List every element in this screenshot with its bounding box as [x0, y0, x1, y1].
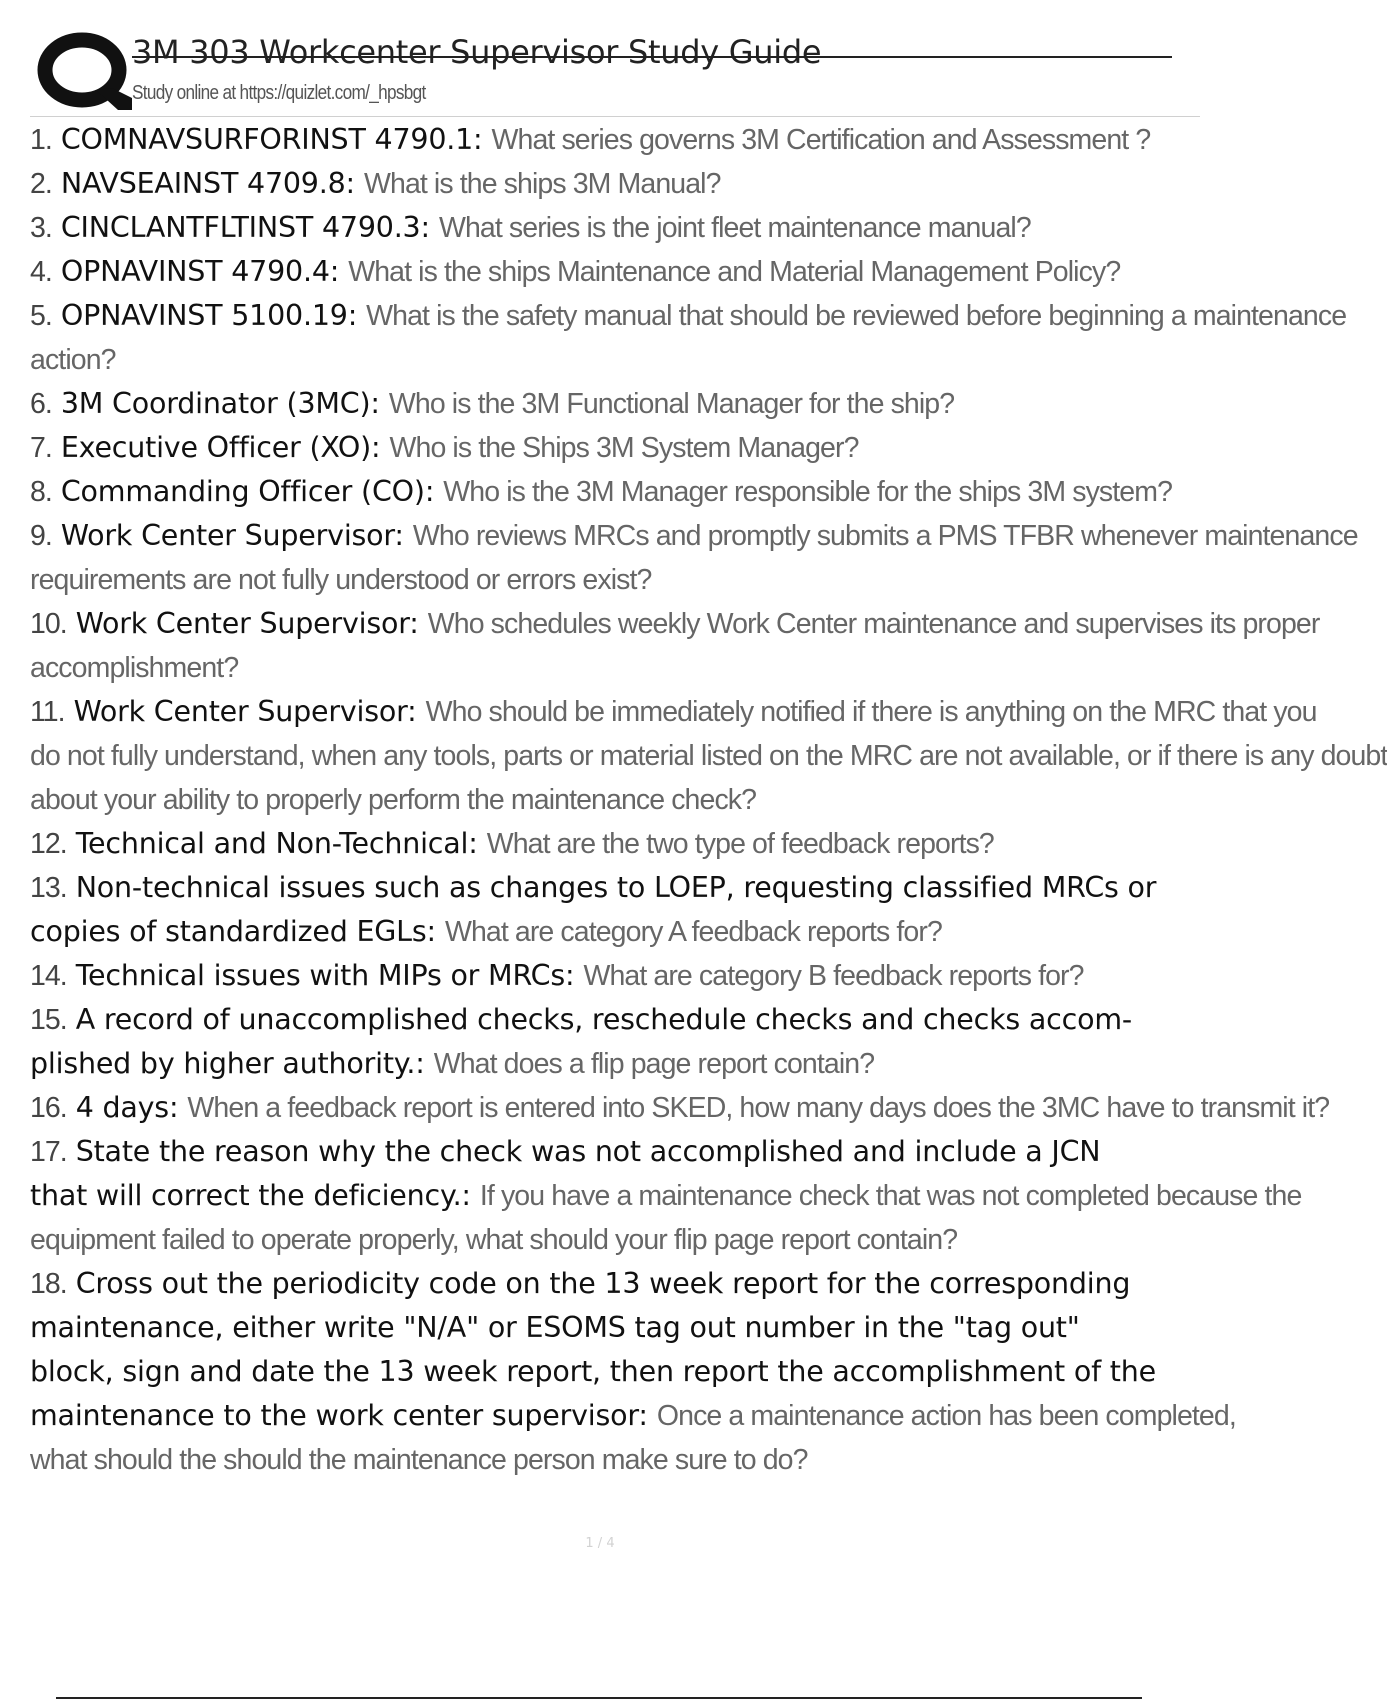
card-definition: about your ability to properly perform the maintenance check? — [30, 784, 757, 816]
card-number: 6. — [30, 388, 52, 420]
card-number: 1. — [30, 124, 52, 156]
flashcard-line — [30, 1438, 1200, 1482]
card-definition: What is the ships Maintenance and Material Management Policy? — [348, 256, 1121, 288]
card-term: State the reason why the check was not accomplished and include a JCN — [75, 1135, 1101, 1168]
flashcard-line — [30, 910, 1200, 954]
card-term: maintenance to the work center supervisor: — [30, 1399, 648, 1432]
page-number: 1 / 4 — [585, 1536, 615, 1551]
card-definition: Who is the 3M Manager responsible for the ships 3M system? — [443, 476, 1173, 508]
flashcard-line — [30, 426, 1200, 470]
card-term: that will correct the deficiency.: — [30, 1179, 471, 1212]
card-definition: do not fully understand, when any tools, parts or material listed on the MRC are not available, or if there is any doubt — [30, 740, 1387, 772]
flashcard-line — [30, 250, 1200, 294]
card-number: 8. — [30, 476, 52, 508]
card-definition: Who reviews MRCs and promptly submits a PMS TFBR whenever maintenance — [412, 520, 1358, 552]
flashcard-line — [30, 206, 1200, 250]
card-number: 18. — [30, 1268, 67, 1300]
flashcard-line — [30, 294, 1347, 338]
card-number: 10. — [30, 608, 67, 640]
flashcard-line — [30, 1306, 1200, 1350]
flashcard-line — [30, 866, 1200, 910]
page-header — [30, 28, 1200, 118]
card-term: maintenance, either write "N/A" or ESOMS tag out number in the "tag out" — [30, 1311, 1080, 1344]
flashcard-line — [30, 1130, 1200, 1174]
flashcard-line — [30, 470, 1200, 514]
flashcard-line — [30, 602, 1320, 646]
card-definition: action? — [30, 344, 116, 376]
card-definition: what should the should the maintenance person make sure to do? — [30, 1444, 808, 1476]
flashcard-line — [30, 1218, 1200, 1262]
flashcard-line — [30, 954, 1200, 998]
card-number: 5. — [30, 300, 52, 332]
footer-divider — [56, 1697, 1142, 1699]
flashcard-line — [30, 778, 1200, 822]
card-definition: What series governs 3M Certification and Assessment ? — [491, 124, 1151, 156]
card-definition: Who is the 3M Functional Manager for the ship? — [388, 388, 955, 420]
flashcard-list — [30, 118, 1387, 1482]
flashcard-line — [30, 1086, 1330, 1130]
card-term: OPNAVINST 4790.4: — [60, 255, 340, 288]
card-number: 16. — [30, 1092, 67, 1124]
card-definition: What are the two type of feedback reports? — [486, 828, 994, 860]
card-term: COMNAVSURFORINST 4790.1: — [60, 123, 483, 156]
card-definition: Once a maintenance action has been completed, — [656, 1400, 1236, 1432]
card-definition: If you have a maintenance check that was not completed because the — [479, 1180, 1302, 1212]
card-term: Work Center Supervisor: — [60, 519, 404, 552]
flashcard-line — [30, 690, 1317, 734]
card-definition: equipment failed to operate properly, what should your flip page report contain? — [30, 1224, 958, 1256]
card-term: OPNAVINST 5100.19: — [60, 299, 358, 332]
card-number: 12. — [30, 828, 67, 860]
quizlet-q-logo-icon — [32, 32, 142, 116]
card-definition: Who is the Ships 3M System Manager? — [389, 432, 859, 464]
card-number: 17. — [30, 1136, 67, 1168]
flashcard-line — [30, 118, 1200, 162]
card-term: A record of unaccomplished checks, reschedule checks and checks accom- — [75, 1003, 1132, 1036]
card-number: 2. — [30, 168, 52, 200]
card-number: 11. — [30, 696, 65, 728]
card-number: 14. — [30, 960, 67, 992]
card-term: Technical and Non-Technical: — [75, 827, 478, 860]
card-term: Work Center Supervisor: — [75, 607, 419, 640]
flashcard-line — [30, 1042, 1200, 1086]
header-divider — [30, 116, 1200, 117]
card-term: plished by higher authority.: — [30, 1047, 425, 1080]
card-definition: What is the safety manual that should be reviewed before beginning a maintenance — [366, 300, 1347, 332]
card-definition: Who should be immediately notified if there is anything on the MRC that you — [425, 696, 1317, 728]
card-term: copies of standardized EGLs: — [30, 915, 436, 948]
card-term: 3M Coordinator (3MC): — [60, 387, 380, 420]
flashcard-line — [30, 162, 1200, 206]
card-definition: requirements are not fully understood or errors exist? — [30, 564, 652, 596]
card-definition: When a feedback report is entered into SKED, how many days does the 3MC have to transmit it? — [187, 1092, 1330, 1124]
card-definition: Who schedules weekly Work Center maintenance and supervises its proper — [427, 608, 1320, 640]
card-term: block, sign and date the 13 week report, then report the accomplishment of the — [30, 1355, 1156, 1388]
flashcard-line — [30, 1394, 1236, 1438]
card-definition: What series is the joint fleet maintenance manual? — [438, 212, 1031, 244]
card-number: 9. — [30, 520, 52, 552]
card-number: 3. — [30, 212, 52, 244]
flashcard-line — [30, 822, 1200, 866]
flashcard-line — [30, 646, 1200, 690]
flashcard-line — [30, 998, 1200, 1042]
flashcard-line — [30, 1262, 1200, 1306]
card-definition: What is the ships 3M Manual? — [364, 168, 721, 200]
card-definition: accomplishment? — [30, 652, 239, 684]
flashcard-line — [30, 1174, 1302, 1218]
flashcard-line — [30, 734, 1387, 778]
card-term: CINCLANTFLTINST 4790.3: — [60, 211, 430, 244]
flashcard-line — [30, 382, 1200, 426]
page-title: 3M 303 Workcenter Supervisor Study Guide — [132, 33, 822, 71]
flashcard-line — [30, 1350, 1200, 1394]
card-definition: What are category B feedback reports for? — [583, 960, 1084, 992]
card-number: 4. — [30, 256, 52, 288]
flashcard-line — [30, 558, 1200, 602]
card-term: 4 days: — [75, 1091, 179, 1124]
card-term: Cross out the periodicity code on the 13 week report for the corresponding — [75, 1267, 1131, 1300]
card-term: Commanding Officer (CO): — [60, 475, 435, 508]
card-number: 7. — [30, 432, 52, 464]
card-term: Executive Officer (XO): — [60, 431, 381, 464]
card-number: 15. — [30, 1004, 67, 1036]
card-term: Work Center Supervisor: — [73, 695, 417, 728]
card-term: Non-technical issues such as changes to LOEP, requesting classified MRCs or — [75, 871, 1157, 904]
card-number: 13. — [30, 872, 67, 904]
card-term: NAVSEAINST 4709.8: — [60, 167, 355, 200]
card-term: Technical issues with MIPs or MRCs: — [75, 959, 575, 992]
flashcard-line — [30, 514, 1358, 558]
flashcard-line — [30, 338, 1200, 382]
title-strike-rule — [132, 56, 1172, 58]
card-definition: What does a flip page report contain? — [433, 1048, 875, 1080]
card-definition: What are category A feedback reports for? — [444, 916, 942, 948]
study-online-link[interactable]: Study online at https://quizlet.com/_hpsbgt — [132, 82, 426, 104]
